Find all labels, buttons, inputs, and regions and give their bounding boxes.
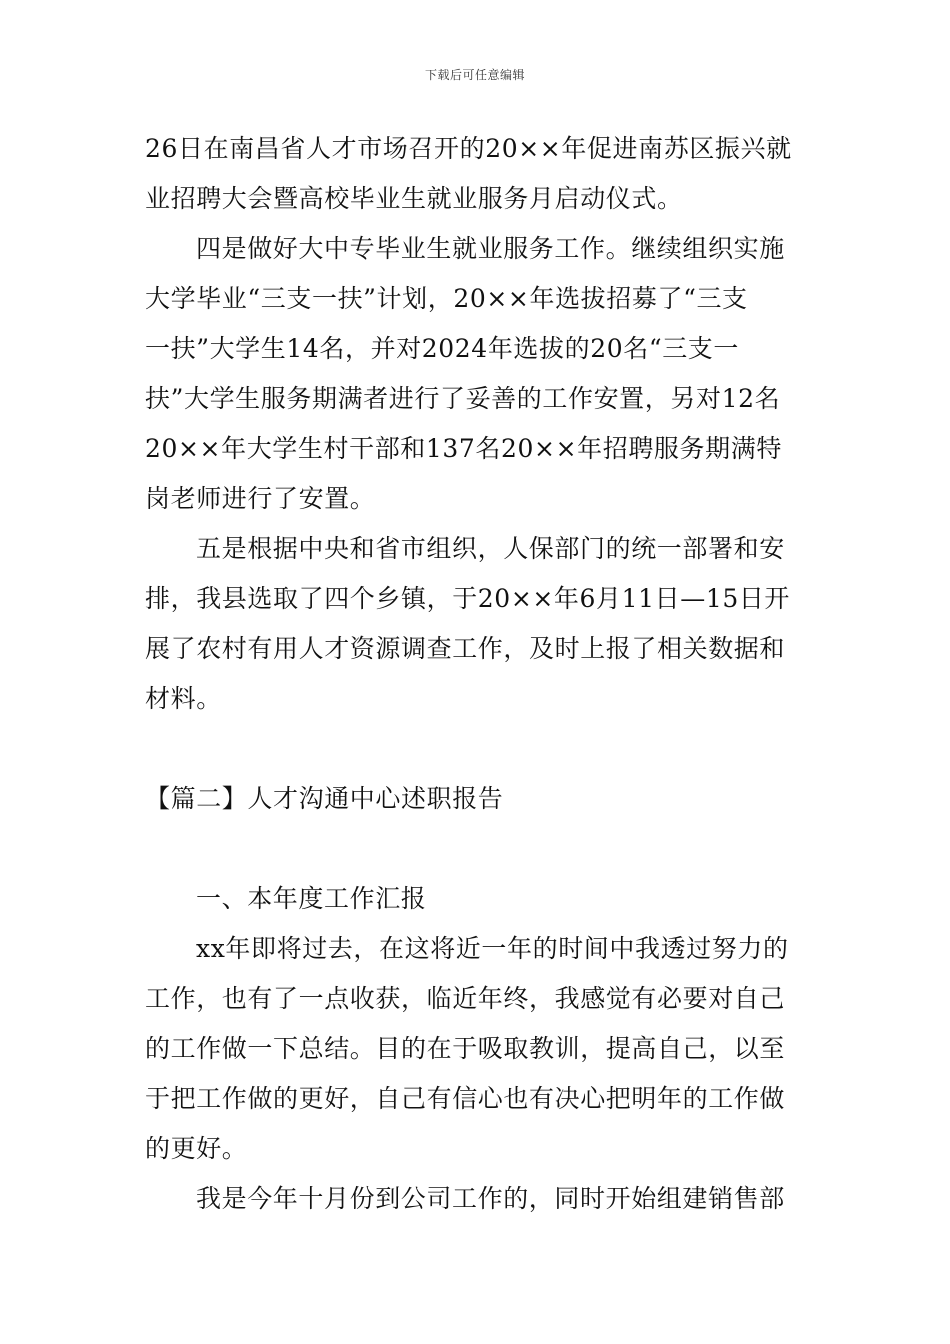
paragraph-line: 扶”大学生服务期满者进行了妥善的工作安置，另对12名 bbox=[145, 384, 781, 413]
paragraph-line: 于把工作做的更好，自己有信心也有决心把明年的工作做 bbox=[145, 1084, 786, 1113]
paragraph-line: 20××年大学生村干部和137名20××年招聘服务期满特 bbox=[145, 434, 782, 463]
paragraph-line: 材料。 bbox=[145, 684, 222, 713]
paragraph-line: 展了农村有用人才资源调查工作，及时上报了相关数据和 bbox=[145, 634, 786, 663]
section-heading: 【篇二】人才沟通中心述职报告 bbox=[145, 784, 504, 813]
paragraph-line: 的工作做一下总结。目的在于吸取教训，提高自己，以至 bbox=[145, 1034, 786, 1063]
paragraph-line: 26日在南昌省人才市场召开的20××年促进南苏区振兴就 bbox=[145, 134, 792, 163]
paragraph-line: 的更好。 bbox=[145, 1134, 248, 1163]
paragraph-line: 业招聘大会暨高校毕业生就业服务月启动仪式。 bbox=[145, 184, 683, 213]
paragraph-line: 工作，也有了一点收获，临近年终，我感觉有必要对自己 bbox=[145, 984, 786, 1013]
paragraph-line: 一扶”大学生14名，并对2024年选拔的20名“三支一 bbox=[145, 334, 740, 363]
paragraph-line: 四是做好大中专毕业生就业服务工作。继续组织实施 bbox=[196, 234, 785, 263]
paragraph-line: 排，我县选取了四个乡镇，于20××年6月11日—15日开 bbox=[145, 584, 791, 613]
paragraph-line: 岗老师进行了安置。 bbox=[145, 484, 376, 513]
paragraph-line: 我是今年十月份到公司工作的，同时开始组建销售部 bbox=[196, 1184, 785, 1213]
paragraph-line: xx年即将过去，在这将近一年的时间中我透过努力的 bbox=[196, 934, 789, 963]
paragraph-line: 五是根据中央和省市组织，人保部门的统一部署和安 bbox=[196, 534, 785, 563]
header-note: 下载后可任意编辑 bbox=[424, 68, 525, 82]
subsection-heading: 一、本年度工作汇报 bbox=[196, 884, 427, 913]
paragraph-line: 大学毕业“三支一扶”计划，20××年选拔招募了“三支 bbox=[145, 284, 748, 313]
